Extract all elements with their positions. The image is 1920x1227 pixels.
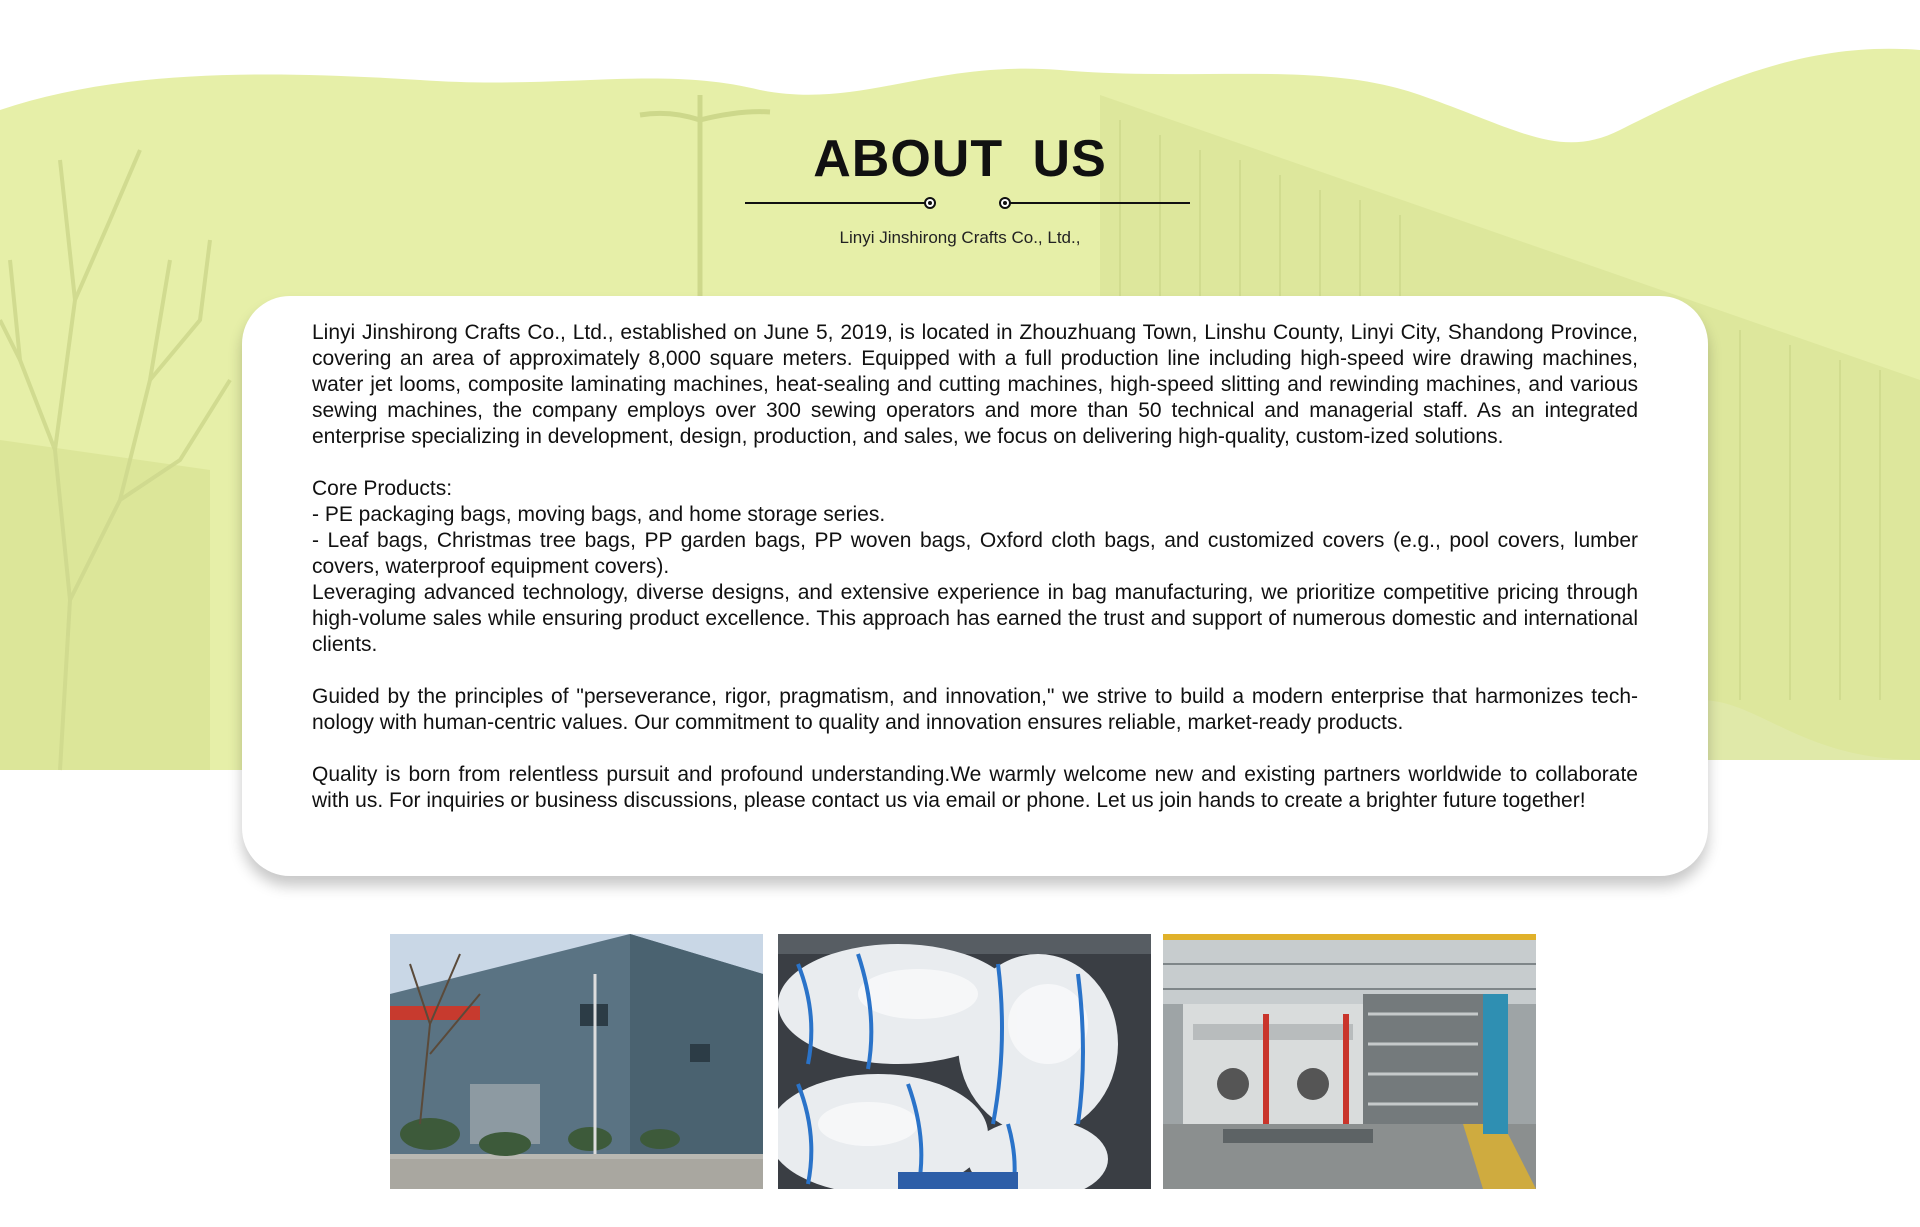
packed-bags-photo [778,934,1151,1189]
title-divider [745,194,1190,212]
core-product-item: - Leaf bags, Christmas tree bags, PP garden bags, PP woven bags, Oxford cloth bags, and customized covers (e.g., pool covers, lumber covers, waterproof equipment covers). [312,529,1638,578]
about-card [242,296,1708,876]
heading-block [0,128,1920,190]
leverage-paragraph: Leveraging advanced technology, diverse designs, and extensive experience in bag manufacturing, we prioritize competitive pricing through high-volume sales while ensuring product excellence. This approach has earned the trust and support of numerous domestic and international clients. [312,581,1638,656]
divider-line-left [745,202,925,204]
closing-paragraph: Quality is born from relentless pursuit and profound understanding.We warmly welcome new and existing partners worldwide to collaborate with us. For inquiries or business discussions, please contact us via email or phone. Let us join hands to create a brighter future together! [312,763,1638,812]
core-products-heading: Core Products: [312,477,453,500]
principles-paragraph: Guided by the principles of "perseverance, rigor, pragmatism, and innovation," we strive to build a modern enterprise that harmonizes tech-nology with human-centric values. Our commitment to quality and innovation ensures reliable, market-ready products. [312,685,1638,734]
page-title: ABOUT US [813,130,1107,188]
intro-paragraph: Linyi Jinshirong Crafts Co., Ltd., established on June 5, 2019, is located in Zhouzhuang Town, Linshu County, Linyi City, Shandong Province, covering an area of approximately 8,000 square meters. Equipped with a full production line including high-speed wire drawing machines, water jet looms, composite laminating machines, heat-sealing and cutting machines, high-speed slitting and rewinding machines, and various sewing machines, the company employs over 300 sewing operators and more than 50 technical and managerial staff. As an integrated enterprise specializing in development, design, production, and sales, we focus on delivering high-quality, custom-ized solutions. [312,321,1638,448]
factory-building-photo [390,934,763,1189]
core-product-item: - PE packaging bags, moving bags, and home storage series. [312,503,886,526]
page-subtitle: Linyi Jinshirong Crafts Co., Ltd., [839,228,1081,247]
divider-line-right [1010,202,1190,204]
divider-dot-left [924,197,936,209]
production-machinery-photo [1163,934,1536,1189]
